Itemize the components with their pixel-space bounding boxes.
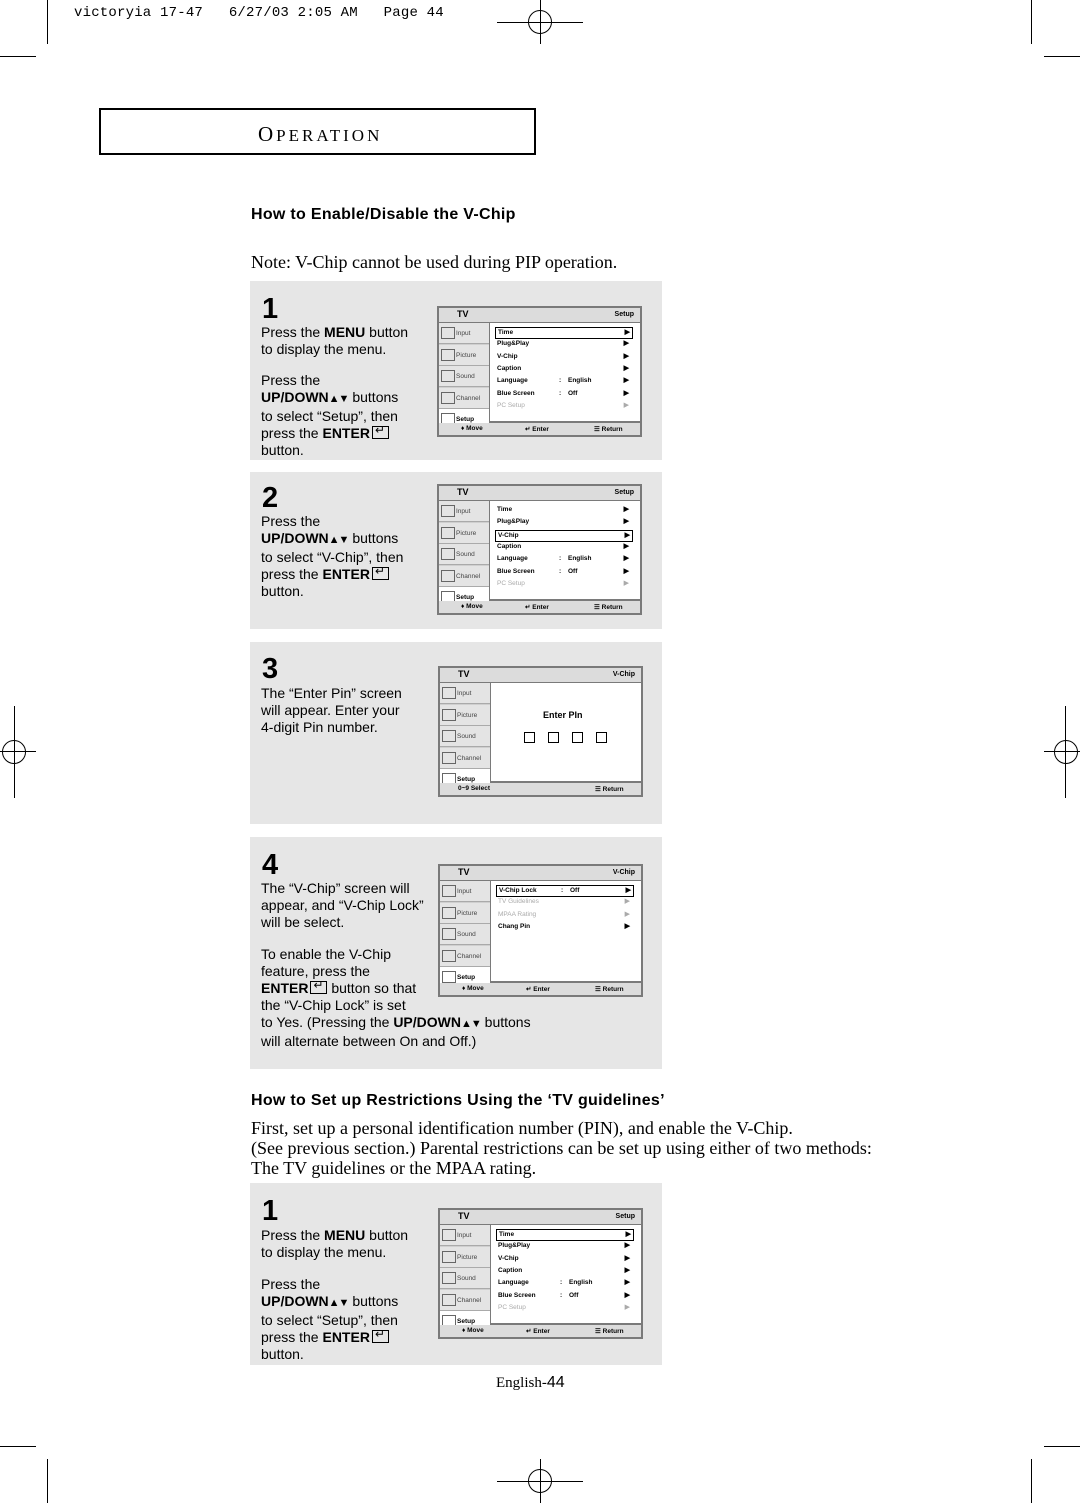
tv-menu-item (496, 885, 634, 897)
tv-menu-item-label: PC Setup (497, 579, 525, 587)
step-number: 1 (262, 1195, 279, 1227)
tv-menu-item (495, 542, 631, 552)
tv-menu-panel (491, 1225, 641, 1323)
tv-menu-item (496, 1241, 632, 1251)
enter-icon (372, 426, 389, 439)
return-hint: ☰ Return (594, 604, 623, 611)
arrow-right-icon: ▶ (623, 542, 629, 550)
tv-menu-item (496, 1291, 632, 1301)
tv-sidebar-label: Picture (457, 711, 478, 719)
tv-sidebar-label: Sound (456, 373, 475, 380)
tv-menu-item (495, 505, 631, 515)
tv-menu-title: V-Chip (612, 869, 635, 876)
step-panel-3 (250, 642, 662, 824)
menu-icon (442, 1251, 456, 1263)
tv-title-bar (439, 308, 640, 322)
arrow-right-icon: ▶ (623, 401, 629, 409)
tv-menu-item (496, 1266, 632, 1276)
tv-menu-item-value: Off (570, 887, 580, 894)
return-hint: ☰ Return (594, 426, 623, 433)
arrow-right-icon: ▶ (623, 340, 629, 348)
heading-tv-guidelines: How to Set up Restrictions Using the ‘TV guidelines’ (251, 1092, 665, 1109)
tv-sidebar (440, 1225, 490, 1323)
tv-menu-item-colon: : (560, 1279, 563, 1287)
tv-sidebar-label: Setup (456, 594, 475, 601)
tv-menu-item (496, 922, 632, 932)
tv-enter-pin-screen (438, 666, 643, 797)
tv-menu-item (496, 897, 632, 907)
tv-menu-item (495, 401, 631, 411)
tv-menu-panel (491, 683, 641, 781)
tv-sidebar-item (439, 366, 489, 387)
arrow-right-icon: ▶ (624, 922, 630, 930)
tv-sidebar-item (440, 1268, 490, 1289)
tv-sidebar-label: Sound (457, 931, 476, 938)
pin-digit-box (572, 732, 583, 743)
crop-mark (0, 56, 36, 57)
step-number: 2 (262, 482, 279, 514)
arrow-right-icon: ▶ (623, 364, 629, 372)
intro-paragraph: First, set up a personal identification number (PIN), and enable the V-Chip. (See previous section.) Parental restrictions can be set up using either of two methods: The TV guidelines or the MPAA rating. (251, 1118, 872, 1178)
tv-menu-item-label: V-Chip (498, 1254, 519, 1262)
enter-hint: ↵ Enter (526, 1328, 550, 1335)
tv-menu-screen (437, 306, 642, 437)
menu-icon (442, 1272, 456, 1284)
tv-menu-item-label: V-Chip (498, 531, 519, 539)
tv-sidebar (440, 881, 490, 981)
enter-icon (310, 981, 327, 994)
tv-menu-screen (437, 484, 642, 615)
enter-icon (372, 1330, 389, 1343)
print-slug: victoryia 17-47 6/27/03 2:05 AM Page 44 (74, 5, 444, 21)
tv-menu-item (496, 1278, 632, 1288)
return-hint: ☰ Return (595, 1328, 624, 1335)
menu-icon (442, 907, 456, 919)
tv-menu-item-value: Off (568, 567, 578, 575)
menu-icon (442, 687, 456, 699)
tv-title-bar (440, 866, 641, 880)
tv-sidebar-item (439, 566, 489, 587)
tv-menu-item (495, 567, 631, 577)
arrow-right-icon: ▶ (623, 555, 629, 563)
page-footer: English-44 (496, 1374, 565, 1391)
tv-sidebar-item (439, 544, 489, 565)
menu-icon (442, 885, 456, 897)
tv-menu-item (496, 910, 632, 920)
menu-icon (441, 392, 455, 404)
crop-mark (47, 1459, 48, 1503)
crop-mark (0, 1446, 36, 1447)
step-number: 4 (262, 849, 279, 881)
tv-menu-item-label: Blue Screen (497, 389, 535, 397)
tv-menu-item-label: Time (498, 329, 514, 336)
tv-sidebar-label: Input (457, 690, 472, 697)
tv-menu-item (495, 352, 631, 362)
tv-bottom-bar (440, 783, 641, 795)
registration-circle (528, 1469, 552, 1493)
heading-enable-vchip: How to Enable/Disable the V-Chip (251, 206, 516, 223)
tv-sidebar-label: Setup (457, 1318, 476, 1325)
step-number: 3 (262, 653, 279, 685)
tv-menu-panel (491, 881, 641, 981)
step-panel-2 (250, 472, 662, 629)
tv-menu-item-colon: : (559, 377, 562, 385)
tv-sidebar-item (440, 726, 490, 747)
arrow-right-icon: ▶ (624, 329, 630, 336)
tv-menu-item-colon: : (559, 389, 562, 397)
tv-title-bar (439, 486, 640, 500)
tv-menu-title: Setup (614, 311, 634, 318)
tv-menu-item-label: Language (497, 377, 528, 385)
pin-digit-box (524, 732, 535, 743)
menu-icon (442, 730, 456, 742)
tv-menu-item-label: Time (499, 1231, 515, 1238)
tv-menu-item-value: English (569, 1279, 593, 1287)
tv-sidebar-label: Picture (457, 1253, 478, 1261)
tv-menu-item (495, 554, 631, 564)
tv-sidebar-item (440, 1247, 490, 1268)
registration-circle (1054, 740, 1078, 764)
registration-circle (2, 740, 26, 764)
enter-hint: ↵ Enter (526, 986, 550, 993)
arrow-right-icon: ▶ (625, 1231, 631, 1238)
return-hint: ☰ Return (595, 786, 624, 793)
tv-menu-item (496, 1229, 634, 1241)
enter-hint: ↵ Enter (525, 426, 549, 433)
tv-sidebar-label: Channel (457, 952, 482, 960)
tv-menu-panel (490, 323, 640, 421)
tv-menu-item-colon: : (561, 887, 564, 894)
tv-menu-item (495, 376, 631, 386)
menu-icon (442, 971, 456, 983)
tv-menu-screen (438, 1208, 643, 1339)
tv-menu-item-label: TV Guidelines (498, 898, 539, 906)
tv-menu-item (495, 389, 631, 399)
tv-sidebar-label: Picture (457, 909, 478, 917)
tv-sidebar-label: Channel (457, 754, 482, 762)
tv-menu-item-label: Caption (497, 542, 522, 550)
crop-mark (1044, 1446, 1080, 1447)
tv-sidebar-item (440, 1290, 490, 1311)
menu-icon (441, 570, 455, 582)
section-header (99, 108, 536, 155)
move-hint: ♦ Move (461, 425, 483, 432)
tv-menu-item-label: Plug&Play (497, 518, 530, 526)
tv-sidebar-item (439, 388, 489, 409)
tv-menu-item (495, 579, 631, 589)
tv-sidebar-label: Sound (456, 551, 475, 558)
step-text: Press the UP/DOWN▲▼ buttons to select “V-Chip”, then press the ENTER↵ button. (261, 513, 439, 600)
tv-sidebar-label: Input (457, 888, 472, 895)
arrow-right-icon: ▶ (624, 1303, 630, 1311)
enter-pin-label: Enter PIn (543, 710, 583, 720)
tv-menu-item-colon: : (559, 555, 562, 563)
tv-title: TV (457, 309, 469, 319)
tv-menu-panel (490, 501, 640, 599)
tv-menu-item-label: Plug&Play (497, 340, 530, 348)
menu-icon (441, 370, 455, 382)
tv-menu-item-value: Off (569, 1291, 579, 1299)
tv-menu-item-label: Chang Pin (498, 922, 531, 930)
menu-icon (442, 928, 456, 940)
tv-sidebar-label: Input (456, 508, 471, 515)
crop-mark (1044, 56, 1080, 57)
tv-menu-item-label: V-Chip (497, 352, 518, 360)
tv-bottom-bar (440, 1325, 641, 1337)
tv-title: TV (458, 669, 470, 679)
return-hint: ☰ Return (595, 986, 624, 993)
tv-menu-item (496, 1254, 632, 1264)
menu-icon (442, 1229, 456, 1241)
tv-menu-item-label: PC Setup (498, 1303, 526, 1311)
tv-vchip-screen (438, 864, 643, 997)
tv-sidebar-label: Sound (457, 1275, 476, 1282)
tv-menu-item-value: Off (568, 389, 578, 397)
tv-sidebar-label: Setup (457, 776, 476, 783)
tv-menu-item-label: V-Chip Lock (499, 887, 537, 894)
arrow-right-icon: ▶ (624, 898, 630, 906)
tv-menu-item (495, 339, 631, 349)
tv-menu-item-value: English (568, 555, 592, 563)
tv-sidebar (440, 683, 490, 781)
pin-digit-box (548, 732, 559, 743)
tv-menu-item-label: Blue Screen (498, 1291, 536, 1299)
tv-menu-title: V-Chip (612, 671, 635, 678)
tv-sidebar-item (439, 501, 489, 522)
tv-bottom-bar (440, 983, 641, 995)
tv-sidebar-item (440, 903, 490, 924)
tv-menu-title: Setup (615, 1213, 635, 1220)
arrow-right-icon: ▶ (624, 910, 630, 918)
tv-sidebar-item (440, 683, 490, 704)
tv-menu-item-colon: : (560, 1291, 563, 1299)
tv-sidebar-label: Channel (457, 1296, 482, 1304)
move-hint: ♦ Move (461, 603, 483, 610)
pin-digit-box (596, 732, 607, 743)
tv-menu-item-value: English (568, 377, 592, 385)
step-panel-5 (250, 1183, 662, 1365)
tv-menu-item (495, 517, 631, 527)
tv-sidebar-label: Input (456, 330, 471, 337)
menu-icon (442, 709, 456, 721)
tv-sidebar-label: Channel (456, 394, 481, 402)
menu-icon (442, 752, 456, 764)
tv-bottom-bar (439, 601, 640, 613)
menu-icon (441, 548, 455, 560)
tv-sidebar-item (440, 748, 490, 769)
arrow-right-icon: ▶ (624, 1291, 630, 1299)
menu-icon (442, 950, 456, 962)
tv-sidebar-item (440, 1225, 490, 1246)
tv-menu-item-label: Time (497, 506, 513, 513)
step-text: The “Enter Pin” screen will appear. Enter your 4-digit Pin number. (261, 685, 402, 735)
tv-sidebar-item (439, 323, 489, 344)
menu-icon (441, 349, 455, 361)
menu-icon (441, 327, 455, 339)
tv-menu-title: Setup (614, 489, 634, 496)
tv-sidebar-label: Input (457, 1232, 472, 1239)
tv-sidebar-item (440, 924, 490, 945)
tv-menu-item (496, 1303, 632, 1313)
tv-title: TV (458, 867, 470, 877)
tv-menu-item-label: Blue Screen (497, 567, 535, 575)
tv-menu-item-label: MPAA Rating (498, 910, 537, 918)
step-text: Press the MENU button to display the menu. Press the UP/DOWN▲▼ buttons to select “Setup”, then press the ENTER↵ button. (261, 324, 439, 459)
tv-sidebar-label: Picture (456, 529, 477, 537)
tv-bottom-bar (439, 423, 640, 435)
arrow-right-icon: ▶ (623, 579, 629, 587)
crop-mark (1031, 1459, 1032, 1503)
select-hint: 0~9 Select (458, 785, 490, 792)
arrow-right-icon: ▶ (623, 377, 629, 385)
arrow-right-icon: ▶ (624, 1254, 630, 1262)
section-title: OPERATION (258, 122, 383, 146)
tv-sidebar (439, 501, 489, 599)
registration-circle (528, 10, 552, 34)
tv-menu-item-label: Language (497, 555, 528, 563)
arrow-right-icon: ▶ (623, 518, 629, 526)
tv-title: TV (457, 487, 469, 497)
arrow-right-icon: ▶ (623, 506, 629, 513)
enter-hint: ↵ Enter (525, 604, 549, 611)
arrow-right-icon: ▶ (624, 1242, 630, 1250)
arrow-right-icon: ▶ (625, 887, 631, 894)
arrow-right-icon: ▶ (623, 352, 629, 360)
step-panel-4 (250, 837, 662, 1069)
tv-menu-item-label: Language (498, 1279, 529, 1287)
menu-icon (441, 527, 455, 539)
tv-sidebar-item (440, 705, 490, 726)
arrow-right-icon: ▶ (623, 567, 629, 575)
step-text: The “V-Chip” screen will appear, and “V-Chip Lock” will be select. To enable the V-Chip feature, press the ENTER↵ button so that the “V-Chip Lock” is set to Yes. (Pressing the UP/DOWN▲▼ buttons will alternate between On and Off.) (261, 880, 591, 1050)
step-number: 1 (262, 293, 279, 325)
tv-sidebar-label: Sound (457, 733, 476, 740)
tv-menu-item (495, 530, 633, 542)
tv-sidebar (439, 323, 489, 421)
tv-sidebar-label: Setup (457, 974, 476, 981)
move-hint: ♦ Move (462, 1327, 484, 1334)
arrow-right-icon: ▶ (623, 389, 629, 397)
tv-menu-item-label: Caption (498, 1266, 523, 1274)
tv-title: TV (458, 1211, 470, 1221)
tv-sidebar-label: Picture (456, 351, 477, 359)
menu-icon (442, 1294, 456, 1306)
move-hint: ♦ Move (462, 985, 484, 992)
tv-menu-item-label: Plug&Play (498, 1242, 531, 1250)
menu-icon (441, 505, 455, 517)
tv-title-bar (440, 668, 641, 682)
enter-icon (372, 567, 389, 580)
tv-menu-item-label: Caption (497, 364, 522, 372)
crop-mark (47, 0, 48, 44)
tv-sidebar-item (439, 345, 489, 366)
arrow-right-icon: ▶ (624, 1279, 630, 1287)
step-panel-1 (250, 281, 662, 460)
step-text: Press the MENU button to display the menu. Press the UP/DOWN▲▼ buttons to select “Setup”, then press the ENTER↵ button. (261, 1227, 439, 1363)
tv-menu-item (495, 327, 633, 339)
tv-sidebar-item (440, 881, 490, 902)
crop-mark (1031, 0, 1032, 44)
tv-menu-item-colon: : (559, 567, 562, 575)
arrow-right-icon: ▶ (624, 1266, 630, 1274)
tv-sidebar-item (439, 523, 489, 544)
tv-menu-item (495, 364, 631, 374)
tv-sidebar-item (440, 946, 490, 967)
tv-menu-item-label: PC Setup (497, 401, 525, 409)
tv-sidebar-label: Setup (456, 416, 475, 423)
arrow-right-icon: ▶ (624, 531, 630, 539)
tv-sidebar-label: Channel (456, 572, 481, 580)
note-text: Note: V-Chip cannot be used during PIP operation. (251, 252, 618, 272)
tv-title-bar (440, 1210, 641, 1224)
